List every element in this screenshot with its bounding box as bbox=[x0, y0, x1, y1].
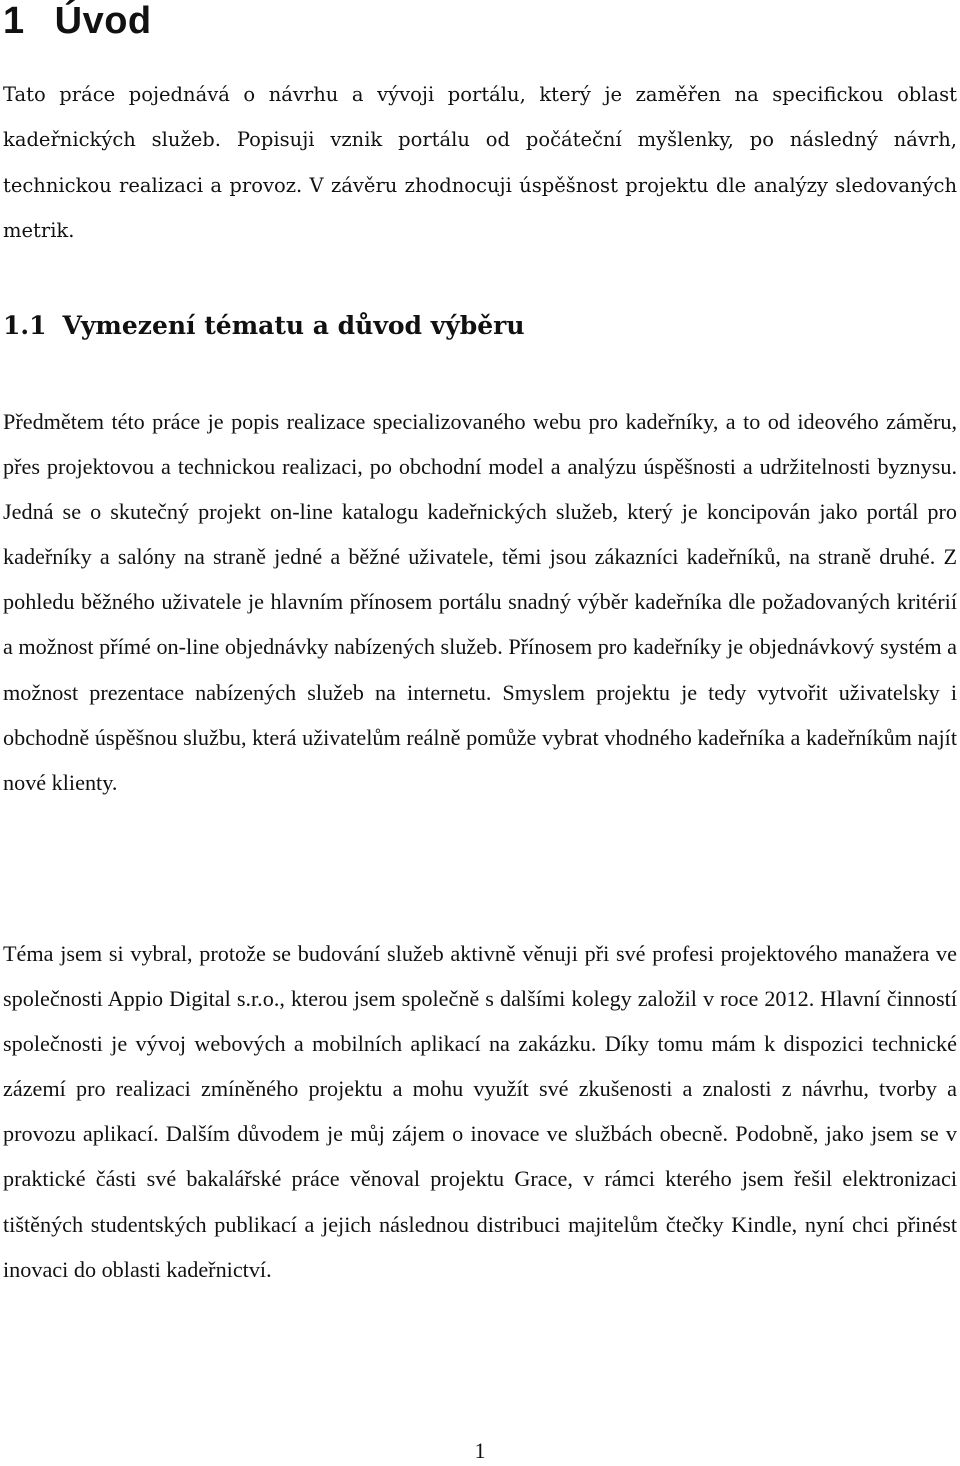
intro-paragraph: Tato práce pojednává o návrhu a vývoji portálu, který je zaměřen na specifickou oblast kadeřnických služeb. Popisuji vznik portálu od počáteční myšlenky, po následný návrh, technickou realizaci a provoz. V závěru zhodnocuji úspěšnost projektu dle analýzy sledovaných metrik. bbox=[3, 83, 957, 242]
chapter-title: Úvod bbox=[54, 0, 152, 42]
section-number: 1.1 bbox=[3, 311, 47, 340]
section-title: Vymezení tématu a důvod výběru bbox=[62, 311, 525, 340]
page-number: 1 bbox=[474, 1438, 486, 1463]
section-heading bbox=[3, 308, 525, 344]
body-paragraph-2: Téma jsem si vybral, protože se budování služeb aktivně věnuji při své profesi projektového manažera ve společnosti Appio Digital s.r.o., kterou jsem společně s dalšími kolegy založil v roce 2012. Hlavní činností společnosti je vývoj webových a mobilních aplikací na zakázku. Díky tomu mám k dispozici technické zázemí pro realizaci zmíněného projektu a mohu využít své zkušenosti a znalosti z návrhu, tvorby a provozu aplikací. Dalším důvodem je můj zájem o inovace ve službách obecně. Podobně, jako jsem se v praktické části své bakalářské práce věnoval projektu Grace, v rámci kterého jsem řešil elektronizaci tištěných studentských publikací a jejich následnou distribuci majitelům čtečky Kindle, nyní chci přinést inovaci do oblasti kadeřnictví. bbox=[3, 941, 957, 1282]
chapter-heading bbox=[3, 0, 152, 44]
chapter-number: 1 bbox=[3, 0, 25, 42]
body-paragraph-1: Předmětem této práce je popis realizace specializovaného webu pro kadeřníky, a to od ideového záměru, přes projektovou a technickou realizaci, po obchodní model a analýzu úspěšnosti a udržitelnosti byznysu. Jedná se o skutečný projekt on-line katalogu kadeřnických služeb, který je koncipován jako portál pro kadeřníky a salóny na straně jedné a běžné uživatele, těmi jsou zákazníci kadeřníků, na straně druhé. Z pohledu běžného uživatele je hlavním přínosem portálu snadný výběr kadeřníka dle požadovaných kritérií a možnost přímé on-line objednávky nabízených služeb. Přínosem pro kadeřníky je objednávkový systém a možnost prezentace nabízených služeb na internetu. Smyslem projektu je tedy vytvořit uživatelsky i obchodně úspěšnou službu, která uživatelům reálně pomůže vybrat vhodného kadeřníka a kadeřníkům najít nové klienty. bbox=[3, 409, 957, 795]
